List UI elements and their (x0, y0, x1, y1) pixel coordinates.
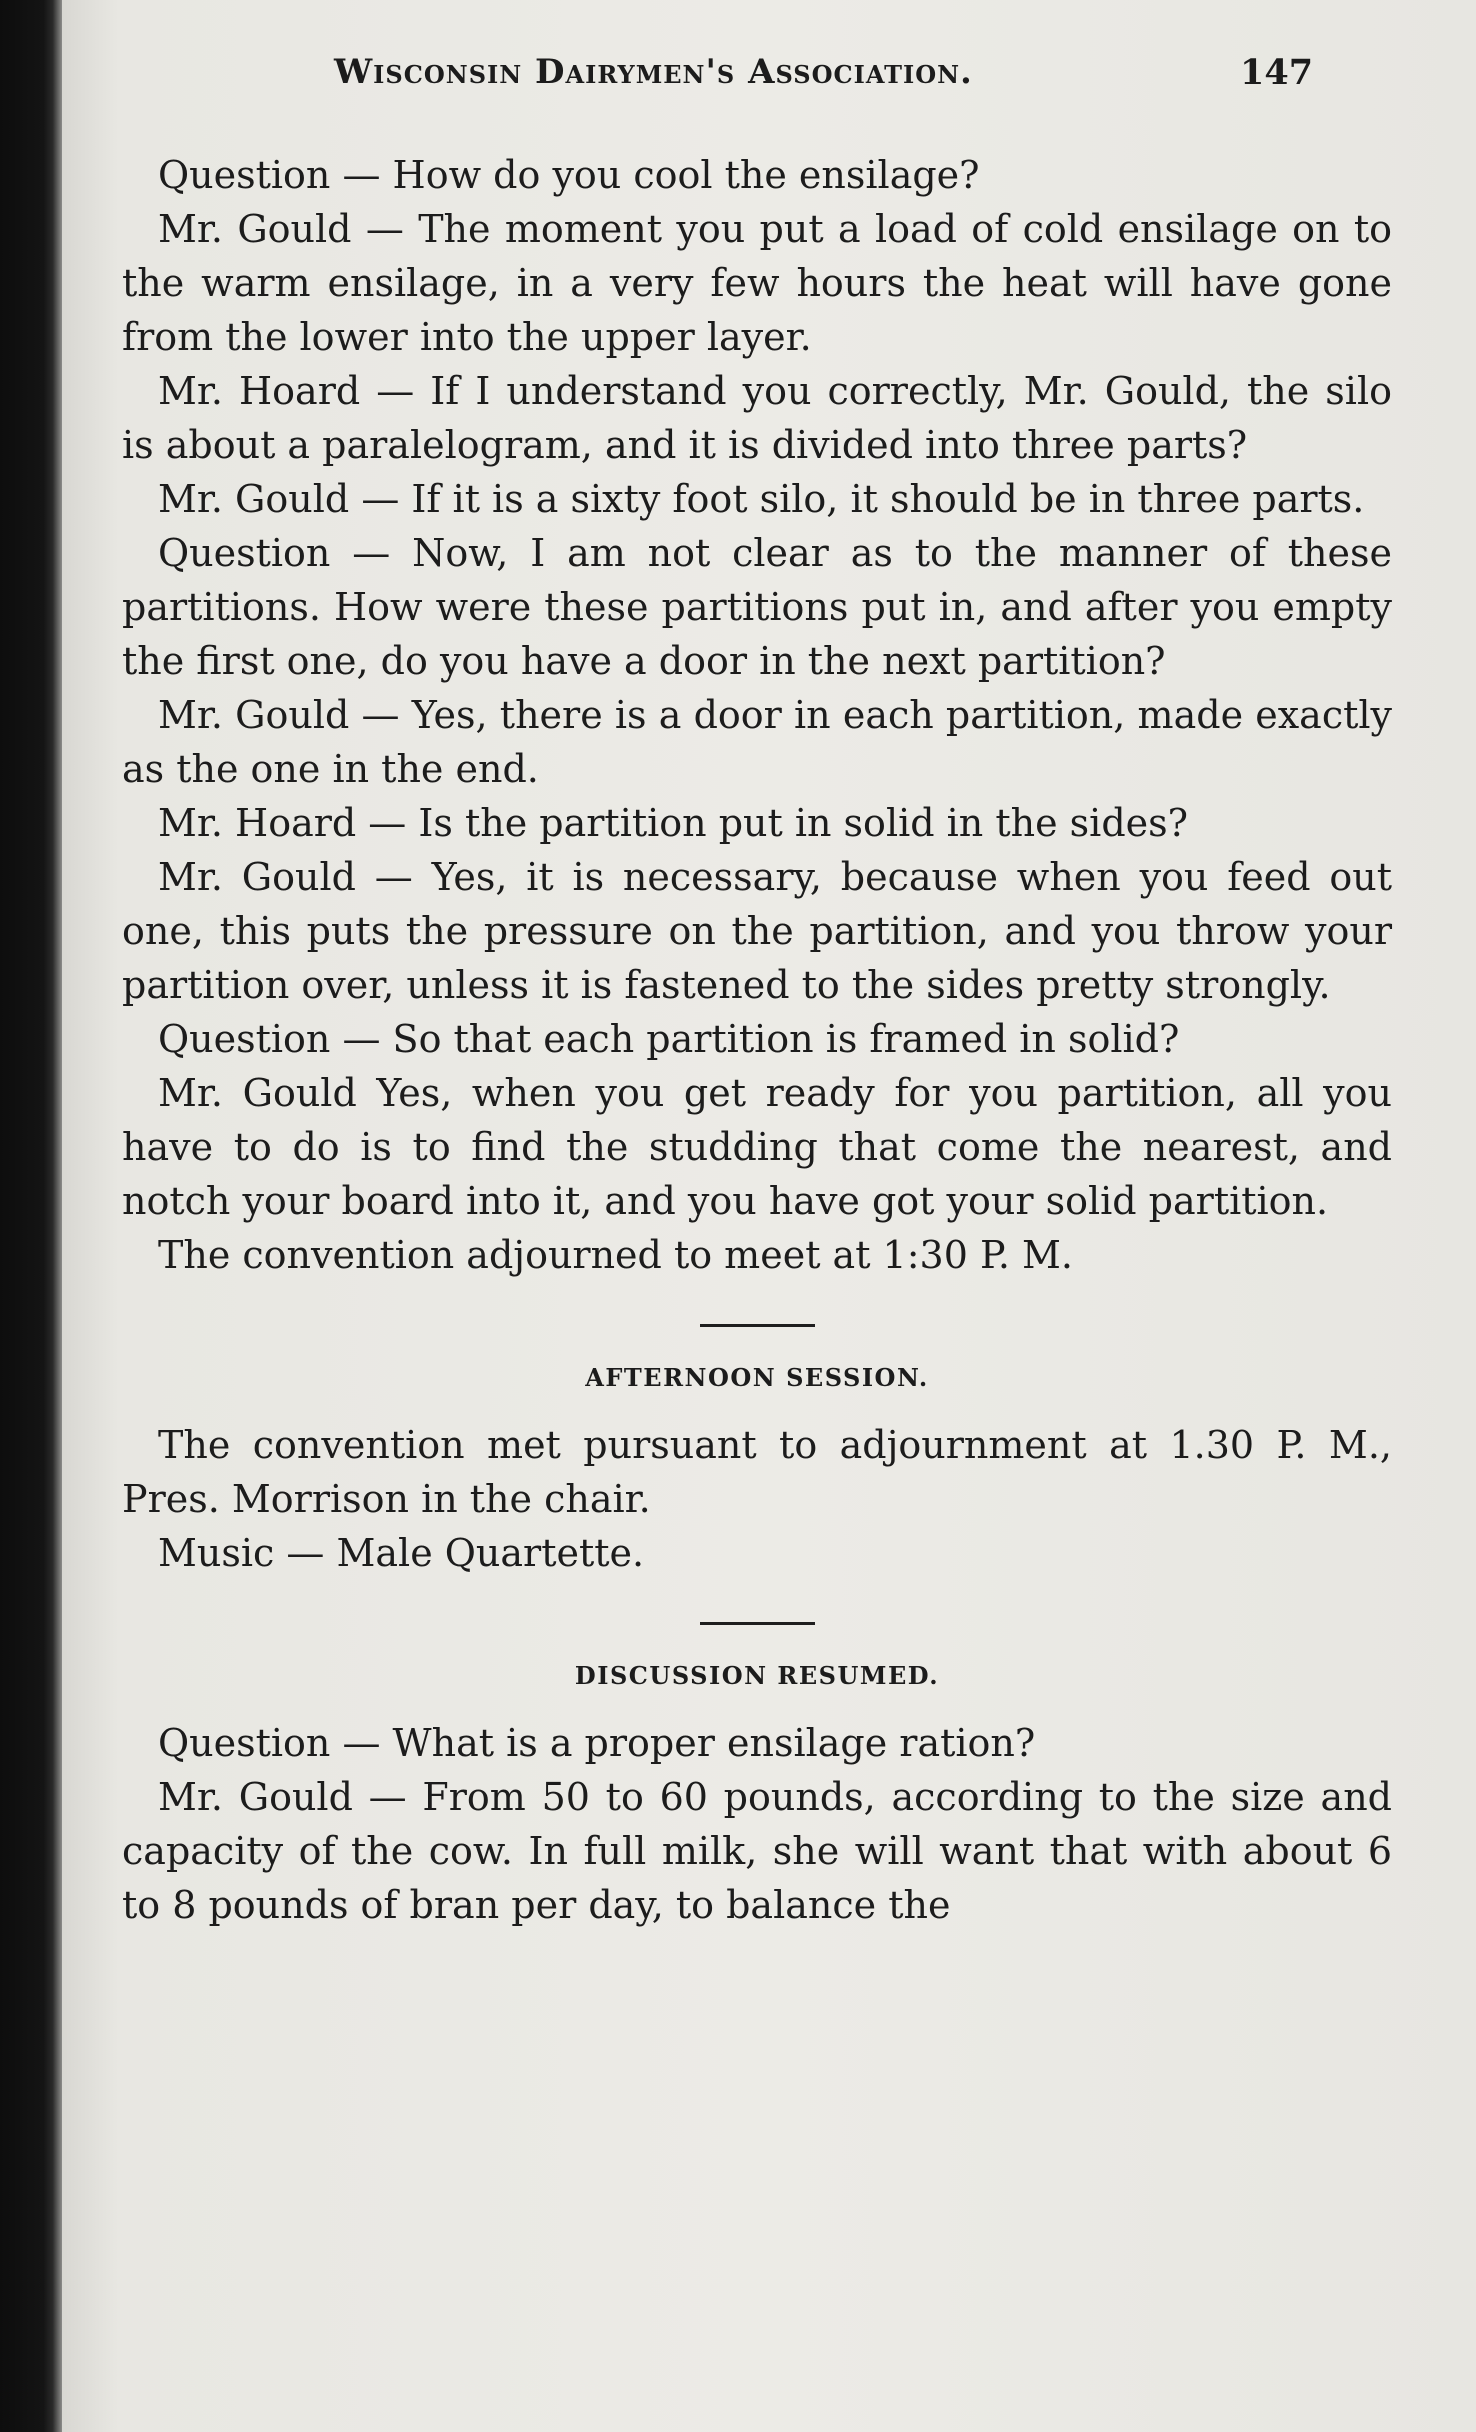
book-binding-edge (0, 0, 62, 2432)
paragraph: The convention adjourned to meet at 1:30 P. M. (158, 1233, 1073, 1277)
book-page (62, 0, 1476, 2432)
paragraph: Question — How do you cool the ensilage? (158, 153, 980, 197)
paragraph: Mr. Gould Yes, when you get ready for you partition, all you have to do is to find the studding that come the nearest, and notch your board into it, and you have got your solid partition. (122, 1071, 1392, 1223)
section-heading-discussion: DISCUSSION RESUMED. (574, 1661, 940, 1690)
paragraph: Mr. Gould — Yes, it is necessary, because when you feed out one, this puts the pressure on the partition, and you throw your partition over, unless it is fastened to the sides pretty strongly. (122, 855, 1392, 1007)
paragraph: Question — Now, I am not clear as to the manner of these partitions. How were these partitions put in, and after you empty the first one, do you have a door in the next partition? (122, 531, 1392, 683)
paragraph: Mr. Gould — Yes, there is a door in each partition, made exactly as the one in the end. (122, 693, 1392, 791)
section-divider (700, 1324, 815, 1327)
section-divider (700, 1622, 815, 1625)
paragraph: Mr. Gould — The moment you put a load of cold ensilage on to the warm ensilage, in a very few hours the heat will have gone from the lower into the upper layer. (122, 207, 1392, 359)
section-heading-afternoon: AFTERNOON SESSION. (585, 1363, 929, 1392)
running-head (62, 52, 1476, 112)
paragraph: The convention met pursuant to adjournment at 1.30 P. M., Pres. Morrison in the chair. (122, 1423, 1392, 1521)
page-body (122, 148, 1392, 1932)
page-number: 147 (1240, 52, 1314, 93)
paragraph: Music — Male Quartette. (158, 1531, 645, 1575)
paragraph: Mr. Hoard — If I understand you correctly, Mr. Gould, the silo is about a paralelogram, and it is divided into three parts? (122, 369, 1392, 467)
paragraph: Mr. Gould — If it is a sixty foot silo, it should be in three parts. (158, 477, 1365, 521)
paragraph: Mr. Hoard — Is the partition put in solid in the sides? (158, 801, 1189, 845)
paragraph: Mr. Gould — From 50 to 60 pounds, according to the size and capacity of the cow. In full milk, she will want that with about 6 to 8 pounds of bran per day, to balance the (122, 1775, 1392, 1927)
paragraph: Question — So that each partition is framed in solid? (158, 1017, 1180, 1061)
running-title: Wisconsin Dairymen's Association. (334, 52, 973, 92)
paragraph: Question — What is a proper ensilage ration? (158, 1721, 1036, 1765)
